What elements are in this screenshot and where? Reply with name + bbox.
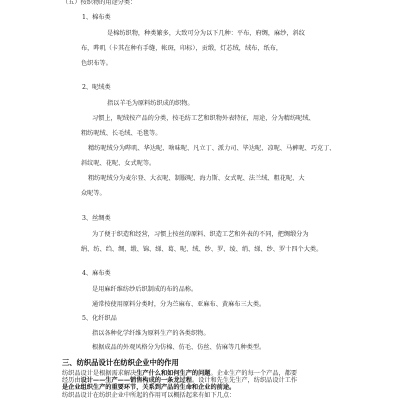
paragraph-line: 纺织品设计在纺织企业中所起的作用可以概括起来有如下几点： [62,391,236,399]
paragraph-line: 根据成品的外观风格分为仿棉、仿毛、仿丝、仿麻等几种类型。 [92,344,266,351]
paragraph-line: 众呢等。 [81,190,106,197]
paragraph-line: 为了便于织造和经营，习惯上按丝的原料、织造工艺和外表的不同，把绸缎分为 [92,231,309,238]
section-title: 4、麻布类 [82,270,111,277]
paragraph-line: 色织布等。 [81,60,112,67]
paragraph-line: 精纺呢绒分为哔叽、华达呢、啥味呢、凡立丁、派力司、毕达呢、凉呢、马裤呢、巧克丁、 [88,145,336,152]
top-heading: （五）按织物的用途分类： [62,0,137,6]
paragraph-line: 指以羊毛为原料纺织成的织物。 [107,100,194,107]
text-run: 经历由 [62,377,81,385]
section-title: 2、呢绒类 [82,84,111,91]
paragraph-line: 习惯上，呢绒按产品的分类，按毛纺工艺和织物外表特征，用途，分为精纺呢绒、 [92,115,315,122]
paragraph-line: 绢、纺、绉、绸、缎、锦、绨、葛、呢、绒、纱、罗、绫、绡、绨、纱、罗十四个大类。 [81,246,323,253]
paragraph-line: 是用麻纤维纺纱后织制成的布的品称。 [92,286,198,293]
paragraph-line: 粗纺呢绒分为麦尔登、大衣呢、制服呢、海力斯、女式呢、法兰绒、粗花呢、大 [88,175,305,182]
section-title: 1、棉布类 [82,14,111,21]
section-title: 5、化纤织品 [82,315,117,322]
emphasis-run: 设计——生产——销售构成的一条龙过程 [80,377,192,385]
text-run: 纺织品设计是根据需求解决 [62,370,137,377]
paragraph-line: 通常按使用原料分类时，分为苎麻布、亚麻布、黄麻布三大类。 [92,301,266,308]
section-title: 3、丝绸类 [82,215,111,222]
emphasis-run: 生产什么和如何生产的问题 [136,370,211,377]
paragraph-line: 指以各种化学纤维为原料生产的各类织物。 [92,330,210,337]
paragraph-line: 布，哔叽（卡其在种有手缝，帐斑，印标），贡缎，灯芯绒，绒布，纸布， [81,45,283,52]
section-heading: 三、纺织品设计在纺织企业中的作用 [62,358,179,367]
text-run: 。设计和先生先生产，纺织品设计工作 [191,377,298,385]
emphasis-run: 是企业组织生产的重要环节，关系到产品的生命和企业的前途。 [62,384,236,392]
paragraph-line: 粗纺呢绒、长毛绒、毛毯等。 [81,130,162,137]
paragraph-line: 是棉纺织物，种类繁多，大致可分为以下几种：平布，府绸，麻纱，斜纹 [107,30,305,37]
paragraph-line: 斜纹呢、花呢、女式呢等。 [81,160,156,167]
text-run: 。企业生产的每一个产品，都要 [210,370,298,377]
